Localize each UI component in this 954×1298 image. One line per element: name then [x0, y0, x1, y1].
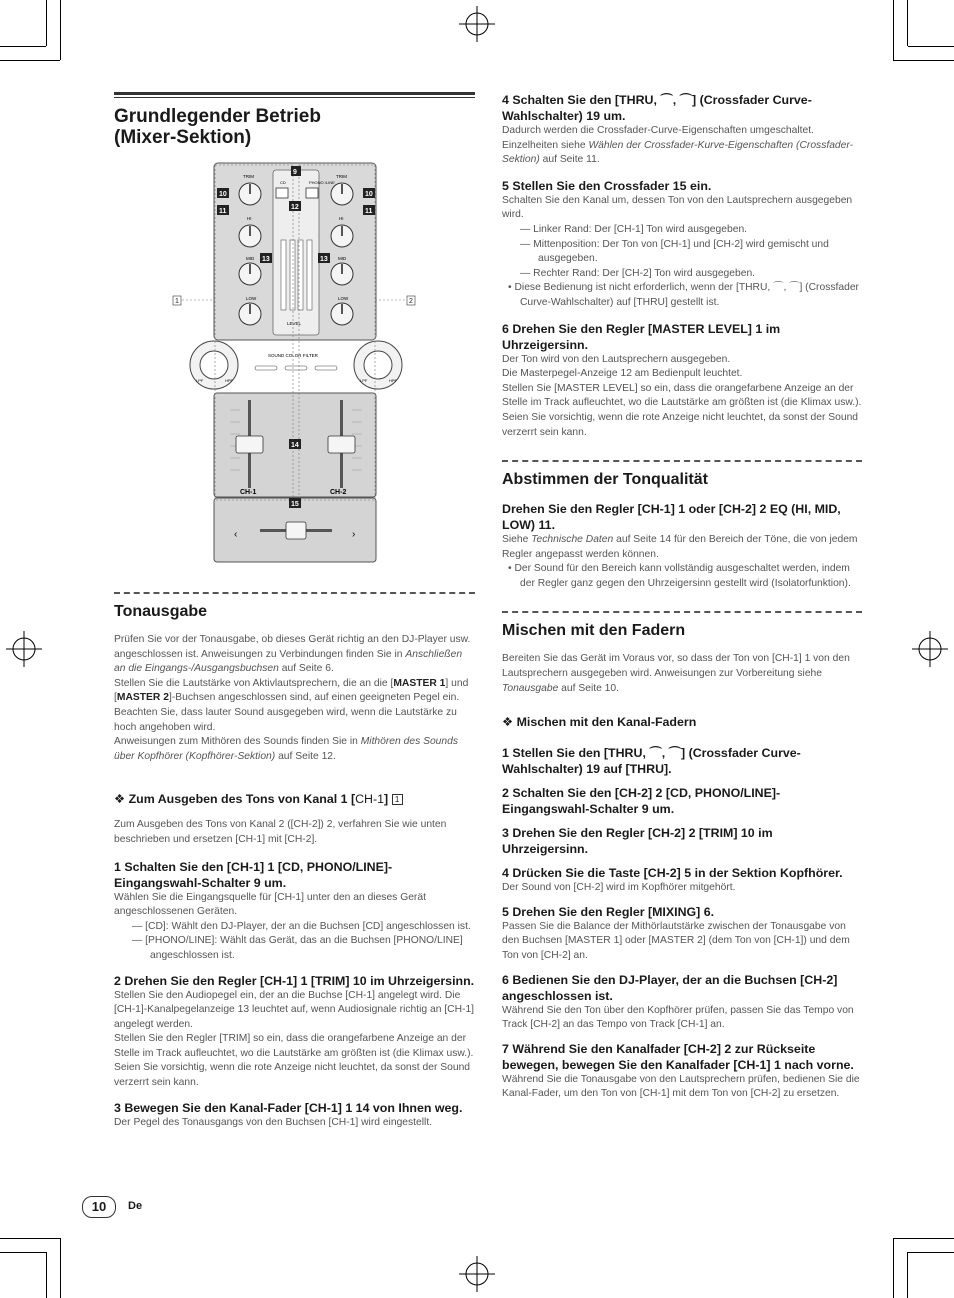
channel1-note: Zum Ausgeben des Tons von Kanal 2 ([CH-2]) 2, verfahren Sie wie unten beschrieben und ersetzen [CH-1] mit [CH-2].: [114, 819, 447, 845]
mischen-heading: Mischen mit den Fadern: [502, 622, 686, 640]
step1-cd: — [CD]: Wählt den DJ-Player, der an die Buchsen [CD] angeschlossen ist.: [132, 920, 471, 932]
crop-mark: [0, 46, 46, 47]
tonausgabe-intro: Prüfen Sie vor der Tonausgabe, ob dieses Gerät richtig an den DJ-Player usw. angeschlossen ist. Anweisungen zu Verbindungen finden Sie in Anschließen an die Eingangs-/Ausgangsbuchsen auf Seite 6.: [114, 634, 471, 675]
step2-body2: Stellen Sie den Regler [TRIM] so ein, dass die orangefarbene Anzeige an der Stelle im Track aufleuchtet, wo die Lautstärke am größten ist (die Klimax usw.).: [114, 1033, 474, 1059]
step5-left-edge: — Linker Rand: Der [CH-1] Ton wird ausgegeben.: [520, 223, 748, 235]
step6-title: 6 Drehen Sie den Regler [MASTER LEVEL] 1 im Uhrzeigersinn.: [502, 321, 781, 352]
callout-11-left: 11: [219, 208, 227, 215]
mid-label-left: MID: [246, 256, 255, 261]
callout-2: 2: [409, 298, 413, 305]
crop-mark: [0, 60, 60, 61]
crop-mark: [908, 1252, 954, 1253]
tonausgabe-heading: Tonausgabe: [114, 603, 208, 620]
mix-step2: 2 Schalten Sie den [CH-2] 2 [CD, PHONO/LINE]-Eingangswahl-Schalter 9 um.: [502, 786, 781, 817]
tonqualitaet-heading: Abstimmen der Tonqualität: [502, 471, 708, 489]
mix-step3: 3 Drehen Sie den Regler [CH-2] 2 [TRIM] 10 im Uhrzeigersinn.: [502, 826, 773, 857]
mix-step7: 7 Während Sie den Kanalfader [CH-2] 2 zur Rückseite bewegen, bewegen Sie den Kanalfader [CH-1] 1 nach vorne.: [502, 1041, 854, 1072]
crop-mark: [893, 1238, 894, 1298]
step6-body2: Die Masterpegel-Anzeige 12 am Bedienpult leuchtet.: [502, 368, 743, 380]
step1-title: 1 Schalten Sie den [CH-1] 1 [CD, PHONO/LINE]-Eingangswahl-Schalter 9 um.: [114, 859, 393, 890]
channel1-subheading: ❖ Zum Ausgeben des Tons von Kanal 1 [CH-1] 1: [114, 791, 475, 806]
tonqualitaet-body: Siehe Technische Daten auf Seite 14 für den Bereich der Töne, die von jedem Regler angepasst werden können.: [502, 534, 858, 560]
cd-label: CD: [280, 180, 286, 185]
mix-step5: 5 Drehen Sie den Regler [MIXING] 6.: [502, 904, 715, 919]
phono-line-label: PHONO /LINE: [309, 180, 335, 185]
registration-mark: [6, 631, 42, 667]
title-rule: [114, 92, 475, 98]
crop-mark: [0, 1252, 46, 1253]
callout-10-right: 10: [365, 191, 373, 198]
crop-mark: [907, 0, 908, 46]
step2-body3: Seien Sie vorsichtig, wenn die rote Anzeige nicht leuchtet, da sonst der Sound verzerrt sein kann.: [114, 1062, 471, 1089]
step6-body4: Seien Sie vorsichtig, wenn die rote Anzeige nicht leuchtet, da sonst der Sound verzerrt sein kann.: [502, 411, 859, 438]
step1-phono: — [PHONO/LINE]: Wählt das Gerät, das an die Buchsen [PHONO/LINE] angeschlossen ist.: [132, 935, 463, 961]
step5-center: — Mittenposition: Der Ton von [CH-1] und [CH-2] wird gemischt und ausgegeben.: [520, 238, 829, 265]
low-label-left: LOW: [246, 296, 257, 301]
tonausgabe-volume: Stellen Sie die Lautstärke von Aktivlautsprechern, die an die [MASTER 1] und [MASTER 2]-Buchsen angeschlossen sind, auf einen geeigneten Pegel ein. Beachten Sie, dass lauter Sound ausgegeben wird, wenn die Lautstärke zu hoch angehoben wird.: [114, 677, 469, 733]
section-divider: [502, 611, 862, 613]
sound-color-filter-label: SOUND COLOR FILTER: [268, 353, 318, 358]
registration-mark: [912, 631, 948, 667]
lpf-label-right: LPF: [360, 378, 368, 383]
mix-step4-body: Der Sound von [CH-2] wird im Kopfhörer mitgehört.: [502, 882, 736, 894]
callout-10-left: 10: [219, 191, 227, 198]
registration-mark: [459, 6, 495, 42]
step2-body1: Stellen Sie den Audiopegel ein, der an die Buchse [CH-1] angelegt wird. Die [CH-1]-Kanalpegelanzeige 13 leuchtet auf, wenn Audiosignale richtig an [CH-1] angelegt werden.: [114, 989, 475, 1030]
callout-14: 14: [291, 442, 299, 449]
crop-mark: [60, 1238, 61, 1298]
section-divider: [114, 592, 475, 594]
tonqualitaet-note: • Der Sound für den Bereich kann vollständig ausgeschaltet werden, indem der Regler ganz gegen den Uhrzeigersinn gestellt wird (Isolatorfunktion).: [508, 563, 851, 589]
callout-9: 9: [293, 169, 297, 176]
mixer-diagram: [170, 160, 422, 565]
hpf-label-right: HPF: [389, 378, 397, 383]
tonqualitaet-step: Drehen Sie den Regler [CH-1] 1 oder [CH-2] 2 EQ (HI, MID, LOW) 11.: [502, 502, 841, 533]
level-label: LEVEL: [287, 321, 302, 326]
mix-step6-body: Während Sie den Ton über den Kopfhörer prüfen, passen Sie das Tempo von Track [CH-2] an das Tempo von Track [CH-1] an.: [502, 1004, 854, 1031]
crop-mark: [893, 0, 894, 60]
crop-mark: [46, 1252, 47, 1298]
ch2-fader-label: CH-2: [330, 489, 347, 496]
crop-mark: [0, 1238, 60, 1239]
kanalfader-subheading: ❖ Mischen mit den Kanal-Fadern: [502, 715, 697, 730]
callout-1: 1: [175, 298, 179, 305]
mix-step4: 4 Drücken Sie die Taste [CH-2] 5 in der Sektion Kopfhörer.: [502, 866, 843, 881]
language-code: De: [128, 1200, 143, 1212]
crossfader-arrow-right: ›: [352, 529, 356, 540]
tonausgabe-monitor: Anweisungen zum Mithören des Sounds finden Sie in Mithören des Sounds über Kopfhörer (Kopfhörer-Sektion) auf Seite 12.: [114, 736, 459, 762]
step4-body: Dadurch werden die Crossfader-Curve-Eigenschaften umgeschaltet. Einzelheiten siehe Wählen der Crossfader-Kurve-Eigenschaften (Crossfader-Sektion) auf Seite 11.: [502, 125, 854, 166]
step5-note: • Diese Bedienung ist nicht erforderlich, wenn der [THRU, ⌒, ⌒] (Crossfader Curve-Wahlschalter) auf [THRU] gestellt ist.: [508, 282, 859, 308]
trim-label-left: TRIM: [243, 174, 254, 179]
tonausgabe-section: [114, 592, 475, 1130]
mix-step7-body: Während Sie die Tonausgabe von den Lautsprechern prüfen, bedienen Sie die Kanal-Fader, um den Ton von [CH-1] mit dem Ton von [CH-2] zu ersetzen.: [502, 1073, 860, 1100]
crop-mark: [893, 1238, 954, 1239]
step6-body1: Der Ton wird von den Lautsprechern ausgegeben.: [502, 353, 731, 365]
hpf-label-left: HPF: [225, 378, 233, 383]
ch1-fader-label: CH-1: [240, 489, 257, 496]
mid-label-right: MID: [338, 256, 347, 261]
page-title-line-2: (Mixer-Sektion): [114, 127, 252, 148]
mischen-intro: Bereiten Sie das Gerät im Voraus vor, so dass der Ton von [CH-1] 1 von den Lautsprechern ausgegeben wird. Anweisungen zur Vorbereitung siehe Tonausgabe auf Seite 10.: [502, 653, 850, 694]
lpf-label-left: LPF: [196, 378, 204, 383]
callout-11-right: 11: [365, 208, 373, 215]
page-title-line-1: Grundlegender Betrieb: [114, 106, 321, 127]
crossfader-arrow-left: ‹: [234, 529, 238, 540]
section-divider: [502, 460, 862, 462]
crop-mark: [60, 0, 61, 60]
callout-15: 15: [291, 501, 299, 508]
crop-mark: [893, 60, 954, 61]
step5-body: Schalten Sie den Kanal um, dessen Ton von den Lautsprechern ausgegeben wird.: [502, 194, 853, 221]
step5-title: 5 Stellen Sie den Crossfader 15 ein.: [502, 178, 712, 193]
hi-label-right: HI: [339, 216, 344, 221]
step4-title: 4 Schalten Sie den [THRU, ⌒, ⌒] (Crossfader Curve-Wahlschalter) 19 um.: [502, 93, 812, 123]
mix-step6: 6 Bedienen Sie den DJ-Player, der an die Buchsen [CH-2] angeschlossen ist.: [502, 972, 838, 1003]
hi-label-left: HI: [247, 216, 252, 221]
low-label-right: LOW: [338, 296, 349, 301]
step1-body: Wählen Sie die Eingangsquelle für [CH-1] unter den an dieses Gerät angeschlossenen Geräten.: [114, 891, 426, 918]
step6-body3: Stellen Sie [MASTER LEVEL] so ein, dass die orangefarbene Anzeige an der Stelle im Track aufleuchtet, wo die Lautstärke am größten ist (die Klimax usw.).: [502, 382, 862, 409]
left-column: [114, 92, 475, 148]
page-number: 10: [82, 1196, 116, 1218]
step3-body: Der Pegel des Tonausgangs von den Buchsen [CH-1] wird eingestellt.: [114, 1116, 433, 1128]
registration-mark: [459, 1256, 495, 1292]
crop-mark: [46, 0, 47, 46]
right-column: [502, 92, 862, 1102]
callout-12: 12: [291, 204, 299, 211]
step5-right-edge: — Rechter Rand: Der [CH-2] Ton wird ausgegeben.: [520, 267, 756, 279]
callout-13-left: 13: [262, 256, 270, 263]
step2-title: 2 Drehen Sie den Regler [CH-1] 1 [TRIM] 10 im Uhrzeigersinn.: [114, 973, 475, 988]
crop-mark: [907, 1252, 908, 1298]
mix-step1: 1 Stellen Sie den [THRU, ⌒, ⌒] (Crossfader Curve-Wahlschalter) 19 auf [THRU].: [502, 746, 801, 777]
trim-label-right: TRIM: [336, 174, 347, 179]
mix-step5-body: Passen Sie die Balance der Mithörlautstärke zwischen der Tonausgabe von den Buchsen [MASTER 1] oder [MASTER 2] (dem Ton von [CH-1]) und dem Ton von [CH-2] an.: [502, 920, 850, 962]
crop-mark: [908, 46, 954, 47]
step3-title: 3 Bewegen Sie den Kanal-Fader [CH-1] 1 14 von Ihnen weg.: [114, 1100, 463, 1115]
callout-13-right: 13: [320, 256, 328, 263]
